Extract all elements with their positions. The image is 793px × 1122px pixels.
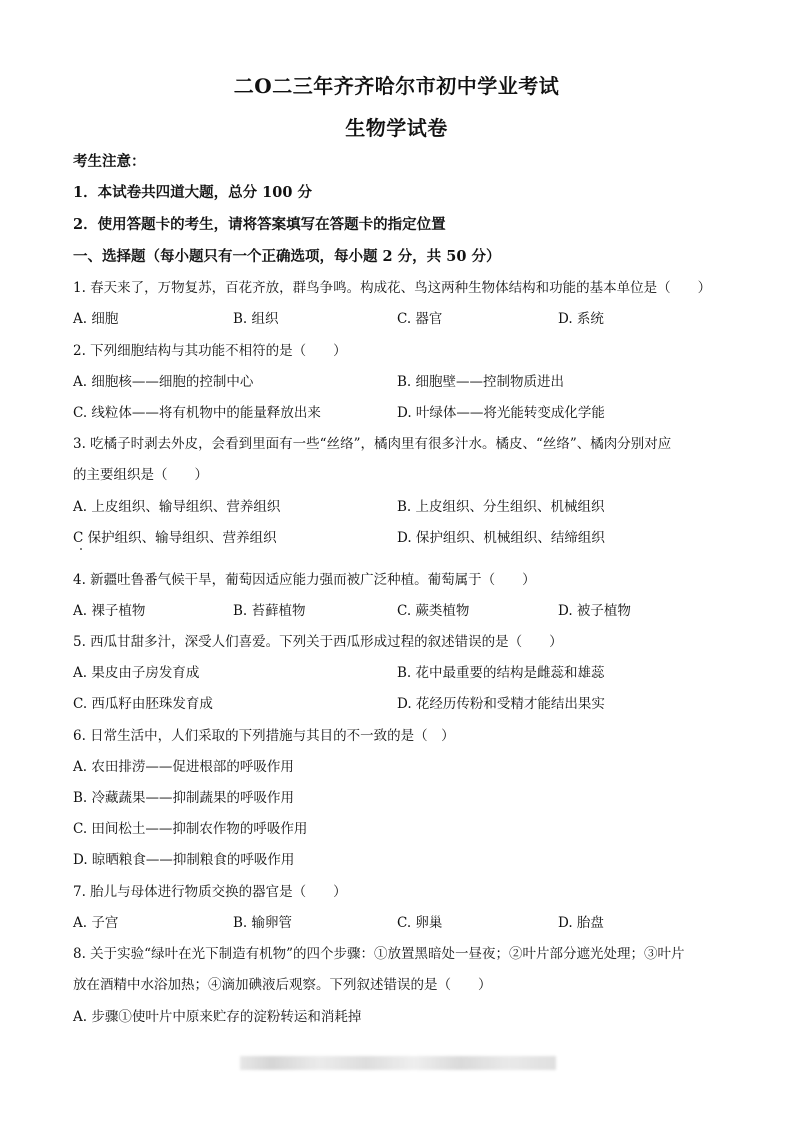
notice-heading: 考生注意：: [73, 153, 146, 170]
question-1-stem: 1. 春天来了，万物复苏，百花齐放，群鸟争鸣。构成花、鸟这两种生物体结构和功能的基本单位是（ ）: [73, 280, 712, 296]
notice-item-2: 2．使用答题卡的考生，请将答案填写在答题卡的指定位置: [73, 216, 446, 233]
question-6-option-d: D. 晾晒粮食——抑制粮食的呼吸作用: [73, 852, 295, 868]
question-3-stem-line-2: 的主要组织是（ ）: [73, 467, 208, 483]
question-6-option-c: C. 田间松土——抑制农作物的呼吸作用: [73, 821, 308, 837]
question-4-option-d: D. 被子植物: [558, 603, 631, 619]
question-7-option-a: A. 子宫: [73, 915, 119, 931]
question-7-option-b: B. 输卵管: [233, 915, 293, 931]
question-7-option-c: C. 卵巢: [397, 915, 443, 931]
question-7-option-d: D. 胎盘: [558, 915, 604, 931]
question-6-option-b: B. 冷藏蔬果——抑制蔬果的呼吸作用: [73, 790, 295, 806]
question-8-stem-line-2: 放在酒精中水浴加热；④滴加碘液后观察。下列叙述错误的是（ ）: [73, 977, 492, 993]
question-5-option-c: C. 西瓜籽由胚珠发育成: [73, 696, 213, 712]
stray-dot: [80, 548, 82, 550]
question-5-option-d: D. 花经历传粉和受精才能结出果实: [397, 696, 605, 712]
question-2-option-b: B. 细胞壁——控制物质进出: [397, 374, 565, 390]
question-3-option-b: B. 上皮组织、分生组织、机械组织: [397, 499, 605, 515]
question-1-option-c: C. 器官: [397, 311, 443, 327]
question-5-stem: 5. 西瓜甘甜多汁，深受人们喜爱。下列关于西瓜形成过程的叙述错误的是（ ）: [73, 634, 563, 650]
question-2-option-a: A. 细胞核——细胞的控制中心: [73, 374, 254, 390]
question-2-stem: 2. 下列细胞结构与其功能不相符的是（ ）: [73, 343, 347, 359]
notice-item-1: 1．本试卷共四道大题，总分 100 分: [73, 184, 312, 201]
section-heading: 一、选择题（每小题只有一个正确选项，每小题 2 分，共 50 分）: [73, 248, 501, 265]
question-4-stem: 4. 新疆吐鲁番气候干旱，葡萄因适应能力强而被广泛种植。葡萄属于（ ）: [73, 572, 536, 588]
exam-title: 二O二三年齐齐哈尔市初中学业考试: [233, 74, 560, 98]
question-8-option-a: A. 步骤①使叶片中原来贮存的淀粉转运和消耗掉: [73, 1009, 362, 1025]
question-6-stem: 6. 日常生活中，人们采取的下列措施与其目的不一致的是（ ）: [73, 728, 455, 744]
question-4-option-b: B. 苔藓植物: [233, 603, 306, 619]
question-5-option-a: A. 果皮由子房发育成: [73, 665, 200, 681]
exam-subtitle: 生物学试卷: [345, 116, 448, 140]
question-1-option-d: D. 系统: [558, 311, 604, 327]
question-3-option-a: A. 上皮组织、输导组织、营养组织: [73, 499, 281, 515]
question-2-option-c: C. 线粒体——将有机物中的能量释放出来: [73, 405, 321, 421]
question-8-stem-line-1: 8. 关于实验“绿叶在光下制造有机物”的四个步骤：①放置黑暗处一昼夜；②叶片部分遮光处理；③叶片: [73, 946, 685, 962]
question-2-option-d: D. 叶绿体——将光能转变成化学能: [397, 405, 605, 421]
question-7-stem: 7. 胎儿与母体进行物质交换的器官是（ ）: [73, 884, 347, 900]
question-5-option-b: B. 花中最重要的结构是雌蕊和雄蕊: [397, 665, 605, 681]
question-1-option-b: B. 组织: [233, 311, 279, 327]
question-1-option-a: A. 细胞: [73, 311, 119, 327]
question-4-option-a: A. 裸子植物: [73, 603, 146, 619]
question-4-option-c: C. 蕨类植物: [397, 603, 470, 619]
question-3-option-d: D. 保护组织、机械组织、结缔组织: [397, 530, 605, 546]
question-6-option-a: A. 农田排涝——促进根部的呼吸作用: [73, 759, 294, 775]
question-3-stem-line-1: 3. 吃橘子时剥去外皮，会看到里面有一些“丝络”，橘肉里有很多汁水。橘皮、“丝络”、橘肉分别对应: [73, 436, 672, 452]
blurred-footer-watermark: [240, 1056, 556, 1070]
question-3-option-c: C 保护组织、输导组织、营养组织: [73, 530, 277, 546]
